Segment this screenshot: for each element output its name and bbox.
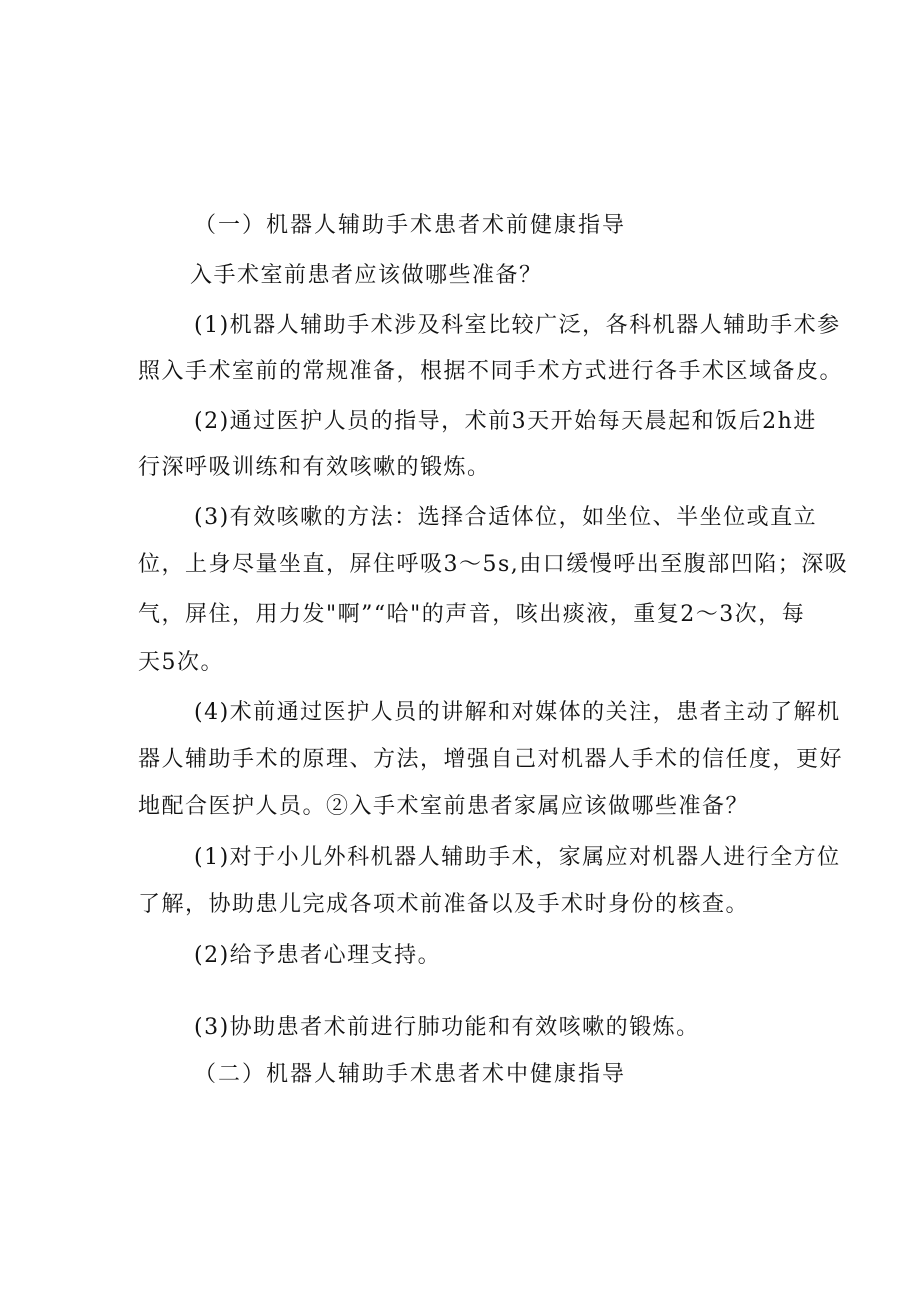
paragraph-2-line-1: (2)通过医护人员的指导，术前3天开始每天晨起和饭后2h进 xyxy=(194,409,817,434)
paragraph-1-line-1: (1)机器人辅助手术涉及科室比较广泛，各科机器人辅助手术参 xyxy=(194,313,841,338)
question-patient-preparation: 入手术室前患者应该做哪些准备？ xyxy=(190,263,543,288)
section-2-title: （二）机器人辅助手术患者术中健康指导 xyxy=(194,1062,627,1087)
paragraph-3-line-4: 天5次。 xyxy=(138,650,224,675)
paragraph-2-line-2: 行深呼吸训练和有效咳嗽的锻炼。 xyxy=(138,455,491,480)
section-1-title: （一）机器人辅助手术患者术前健康指导 xyxy=(194,213,627,238)
family-paragraph-1-line-1: (1)对于小儿外科机器人辅助手术，家属应对机器人进行全方位 xyxy=(194,845,841,870)
paragraph-4-line-3: 地配合医护人员。②入手术室前患者家属应该做哪些准备？ xyxy=(138,794,750,819)
paragraph-3-line-2: 位，上身尽量坐直，屏住呼吸3～5s,由口缓慢呼出至腹部凹陷；深吸 xyxy=(138,552,849,577)
paragraph-4-line-1: (4)术前通过医护人员的讲解和对媒体的关注，患者主动了解机 xyxy=(194,700,841,725)
family-paragraph-3: (3)协助患者术前进行肺功能和有效咳嗽的锻炼。 xyxy=(194,1015,700,1040)
family-paragraph-2: (2)给予患者心理支持。 xyxy=(194,943,442,968)
family-paragraph-1-line-2: 了解，协助患儿完成各项术前准备以及手术时身份的核查。 xyxy=(138,892,750,917)
paragraph-1-line-2: 照入手术室前的常规准备，根据不同手术方式进行各手术区域备皮。 xyxy=(138,359,844,384)
paragraph-4-line-2: 器人辅助手术的原理、方法，增强自己对机器人手术的信任度，更好 xyxy=(138,747,844,772)
paragraph-3-line-3: 气，屏住，用力发"啊”“哈"的声音，咳出痰液，重复2～3次，每 xyxy=(138,602,806,627)
paragraph-3-line-1: (3)有效咳嗽的方法：选择合适体位，如坐位、半坐位或直立 xyxy=(194,505,818,530)
